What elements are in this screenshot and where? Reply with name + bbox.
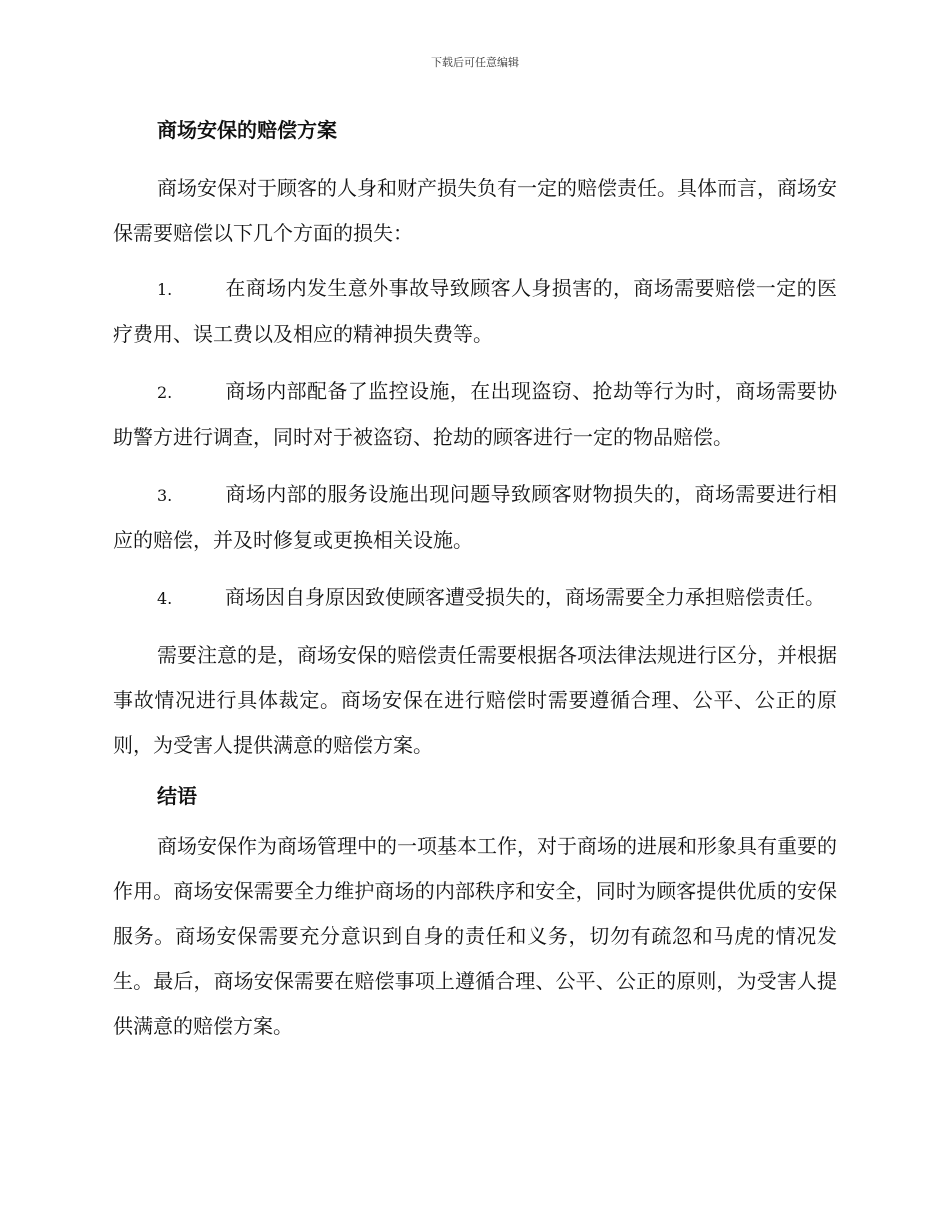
intro-paragraph: 商场安保对于顾客的人身和财产损失负有一定的赔偿责任。具体而言，商场安保需要赔偿以下几个方面的损失： [113,176,837,245]
list-item-number: 4. [157,589,173,608]
list-item-text: 在商场内发生意外事故导致顾客人身损害的，商场需要赔偿一定的医疗费用、误工费以及相应的精神损失费等。 [113,276,837,346]
list-item-text: 商场内部配备了监控设施，在出现盗窃、抢劫等行为时，商场需要协助警方进行调查，同时对于被盗窃、抢劫的顾客进行一定的物品赔偿。 [113,379,837,449]
list-item-number: 3. [157,486,173,505]
section-heading-conclusion: 结语 [157,784,197,808]
document-body [113,112,837,1059]
list-item [113,575,837,621]
list-item [113,369,837,460]
list-item-text: 商场因自身原因致使顾客遭受损失的，商场需要全力承担赔偿责任。 [225,585,825,609]
list-item-number: 2. [157,383,173,402]
list-item-text: 商场内部的服务设施出现问题导致顾客财物损失的，商场需要进行相应的赔偿，并及时修复或更换相关设施。 [113,482,837,552]
section-heading-compensation: 商场安保的赔偿方案 [157,118,337,142]
page-header-note: 下载后可任意编辑 [431,56,519,69]
conclusion-paragraph: 商场安保作为商场管理中的一项基本工作，对于商场的进展和形象具有重要的作用。商场安保需要全力维护商场的内部秩序和安全，同时为顾客提供优质的安保服务。商场安保需要充分意识到自身的责任和义务，切勿有疏忽和马虎的情况发生。最后，商场安保需要在赔偿事项上遵循合理、公平、公正的原则，为受害人提供满意的赔偿方案。 [113,834,837,1038]
list-item [113,266,837,357]
list-item [113,472,837,563]
note-paragraph: 需要注意的是，商场安保的赔偿责任需要根据各项法律法规进行区分，并根据事故情况进行具体裁定。商场安保在进行赔偿时需要遵循合理、公平、公正的原则，为受害人提供满意的赔偿方案。 [113,643,837,757]
list-item-number: 1. [157,280,173,299]
